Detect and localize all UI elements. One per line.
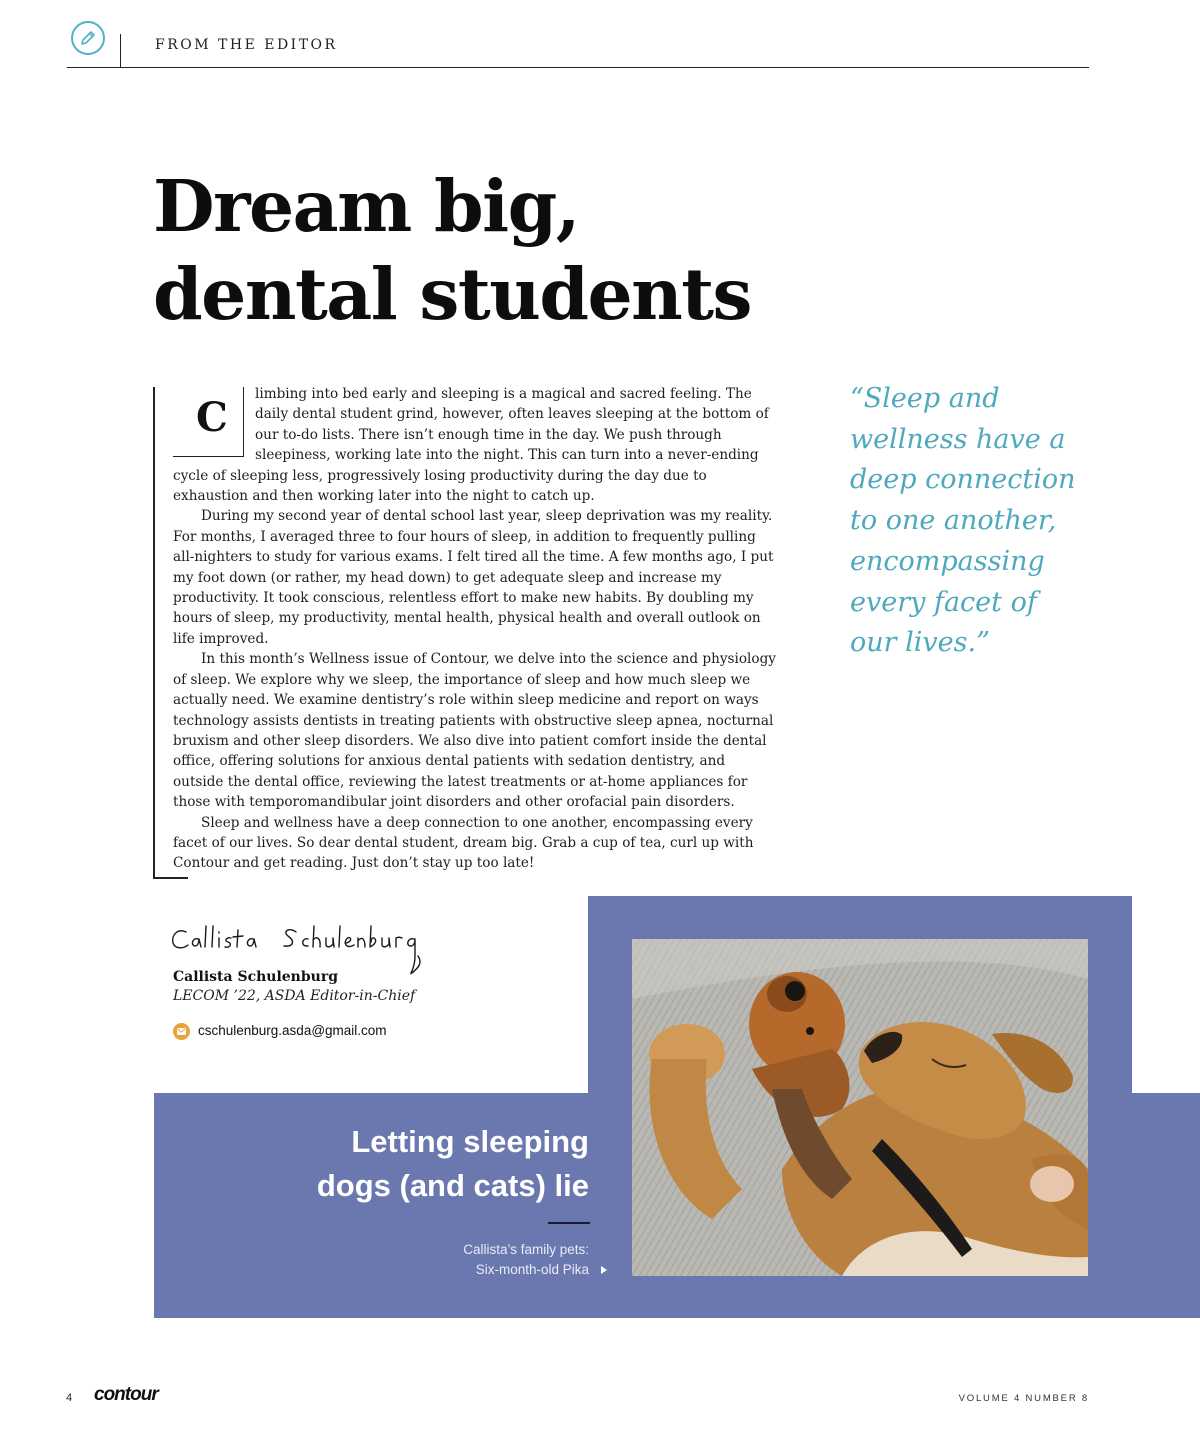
author-name: Callista Schulenburg (173, 969, 338, 985)
feature-heading (317, 1120, 589, 1208)
paragraph: limbing into bed early and sleeping is a magical and sacred feeling. The daily dental student grind, however, often leaves sleeping at the bottom of our to-do lists. There isn’t enough time in the day. We push through sleepiness, working late into the night. This can turn into a never-ending cycle of sleeping less, progressively losing productivity during the day due to exhaustion and then working later into the night to catch up. (173, 386, 769, 505)
author-email-link[interactable]: cschulenburg.asda@gmail.com (198, 1023, 387, 1038)
feature-heading-line-1: Letting sleeping (351, 1124, 589, 1159)
paragraph: During my second year of dental school last year, sleep deprivation was my reality. For months, I averaged three to four hours of sleep, in addition to frequently pulling all-nighters to study for various exams. I felt tired all the time. A few months ago, I put my foot down (or rather, my head down) to get adequate sleep and increase my productivity. It took conscious, relentless effort to make new habits. By doubling my hours of sleep, my productivity, mental health, physical health and overall outlook on life improved. (173, 508, 774, 647)
contour-logo: contour (94, 1384, 158, 1405)
pull-quote: “Sleep and wellness have a deep connection to one another, encompassing every facet of our lives.” (850, 383, 1076, 659)
triangle-right-icon (601, 1266, 607, 1274)
title-line-1: Dream big, (153, 164, 579, 248)
photo-caption (463, 1240, 589, 1280)
pencil-icon (71, 21, 105, 55)
drop-cap: C (196, 394, 228, 441)
caption-line-1: Callista’s family pets: (463, 1242, 589, 1257)
section-label: FROM THE EDITOR (155, 37, 338, 53)
drop-cap-spacer (173, 384, 255, 464)
caption-line-2: Six-month-old Pika (475, 1262, 589, 1277)
volume-label: VOLUME 4 NUMBER 8 (958, 1393, 1089, 1404)
caption-rule (548, 1222, 590, 1224)
pet-photo (632, 939, 1088, 1276)
article-vertical-rule (153, 387, 155, 879)
page-number: 4 (66, 1392, 73, 1404)
paragraph: In this month’s Wellness issue of Contour, we delve into the science and physiology of sleep. We explore why we sleep, the importance of sleep and how much sleep we actually need. We examine dentistry’s role within sleep medicine and report on ways technology assists dentists in treating patients with obstructive sleep apnea, nocturnal bruxism and other sleep disorders. We also dive into patient comfort inside the dental office, offering solutions for anxious dental patients with sedation dentistry, and outside the dental office, reviewing the latest treatments or at-home appliances for those with temporomandibular joint disorders and other orofacial pain disorders. (173, 651, 776, 811)
feature-heading-line-2: dogs (and cats) lie (316, 1168, 589, 1203)
article-bottom-rule (153, 877, 188, 879)
header-rule (67, 67, 1089, 68)
paragraph: Sleep and wellness have a deep connection to one another, encompassing every facet of our lives. So dear dental student, dream big. Grab a cup of tea, curl up with Contour and get reading. Just don’t stay up too late! (173, 814, 754, 872)
author-title: LECOM ’22, ASDA Editor-in-Chief (173, 988, 416, 1004)
article-body (173, 384, 779, 874)
mail-icon (173, 1023, 190, 1040)
header-divider (120, 34, 121, 68)
title-line-2: dental students (153, 252, 752, 336)
article-title (153, 162, 751, 338)
